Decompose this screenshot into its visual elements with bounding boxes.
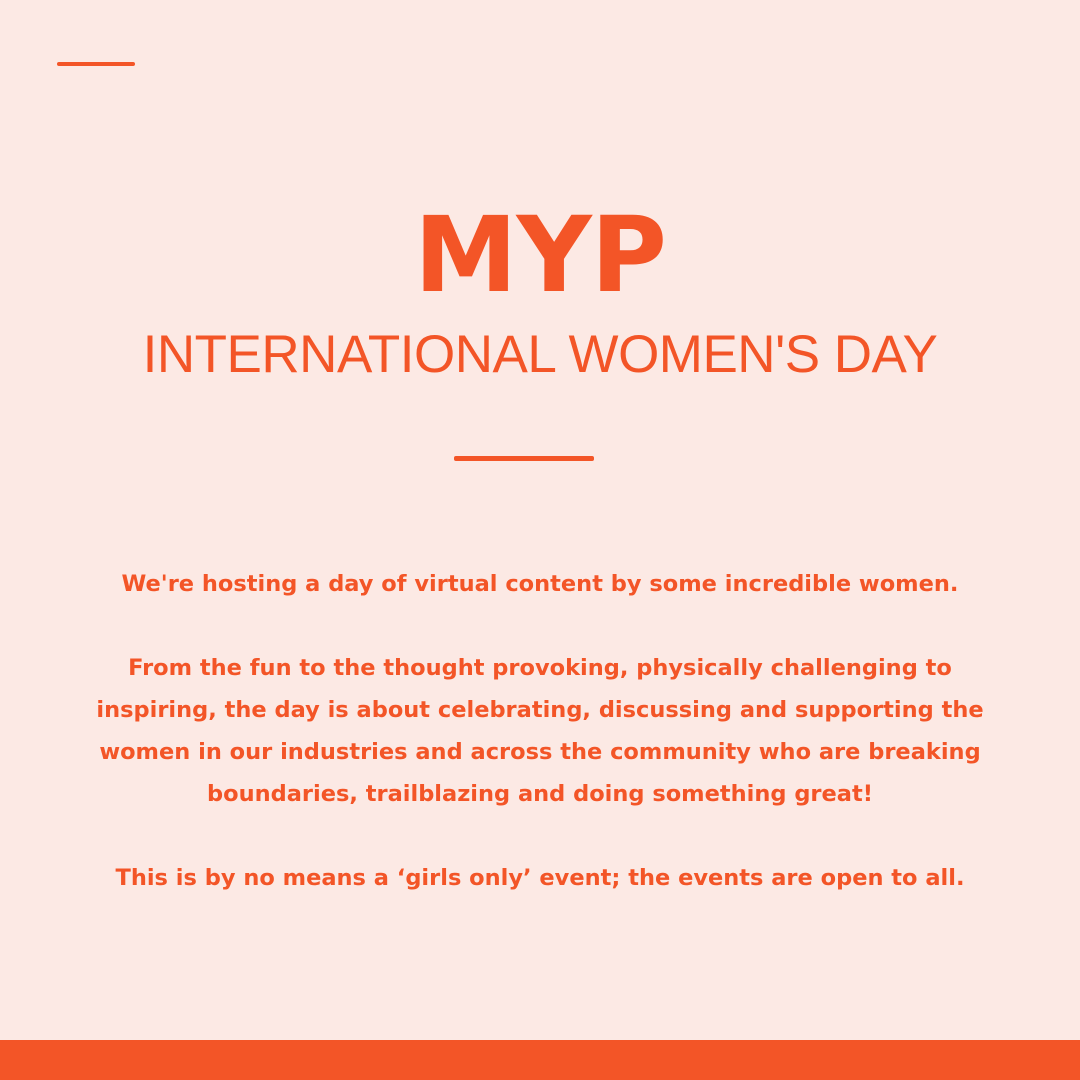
description-line-4: boundaries, trailblazing and doing something great! xyxy=(207,781,873,807)
description-line-2: inspiring, the day is about celebrating, discussing and supporting the xyxy=(96,697,984,723)
body-copy xyxy=(40,563,1040,899)
top-accent-line xyxy=(57,62,135,66)
description-line-1: From the fun to the thought provoking, physically challenging to xyxy=(128,655,952,681)
closing-paragraph: This is by no means a ‘girls only’ event; the events are open to all. xyxy=(115,865,965,891)
intro-paragraph: We're hosting a day of virtual content by some incredible women. xyxy=(121,571,959,597)
paragraph-spacer xyxy=(40,815,1040,857)
event-subtitle: INTERNATIONAL WOMEN'S DAY xyxy=(142,325,938,384)
divider-line xyxy=(454,456,594,461)
paragraph-spacer xyxy=(40,605,1040,647)
description-line-3: women in our industries and across the community who are breaking xyxy=(99,739,981,765)
footer-accent-bar xyxy=(0,1040,1080,1080)
brand-title: MYP xyxy=(413,194,667,316)
